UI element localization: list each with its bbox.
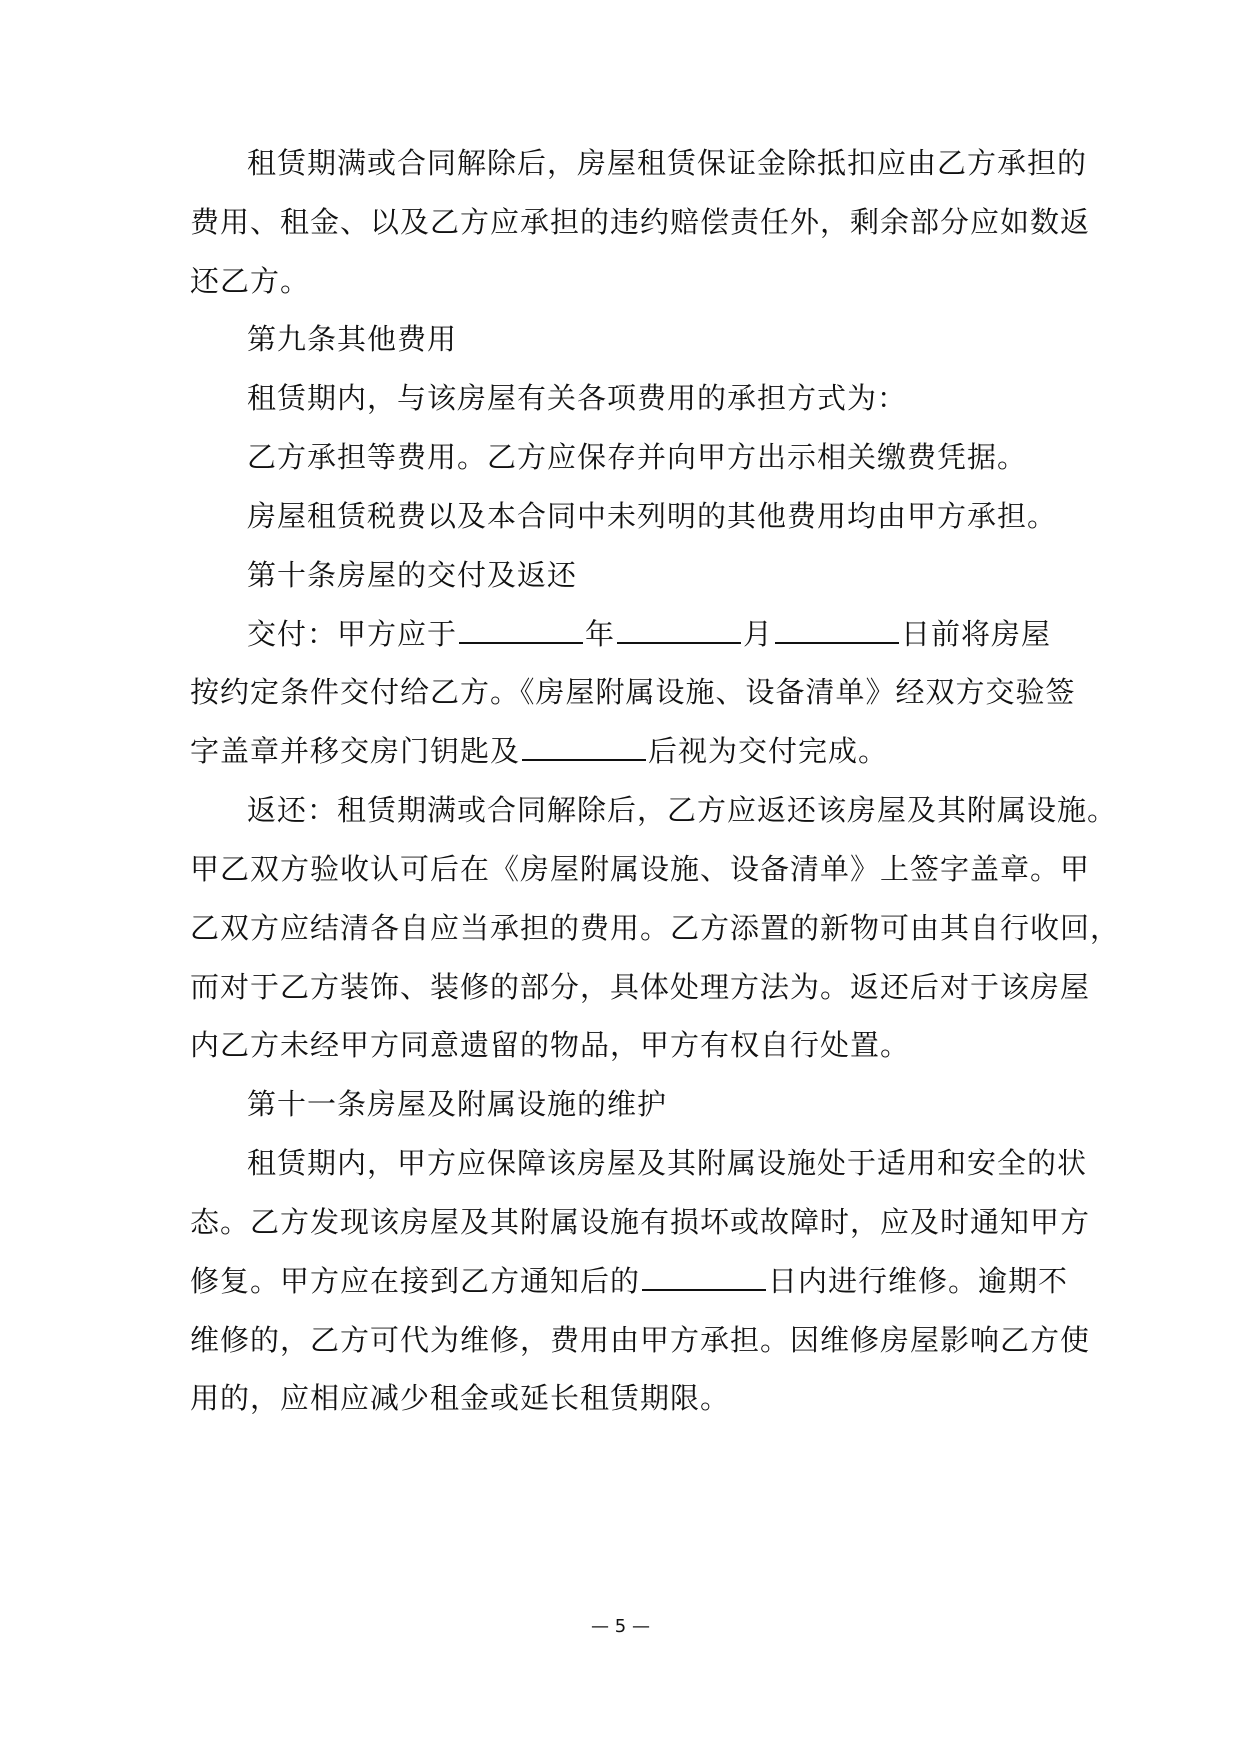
paragraph-line: 乙方承担等费用。乙方应保存并向甲方出示相关缴费凭据。 — [247, 440, 1028, 474]
paragraph-line: 还乙方。 — [190, 264, 311, 298]
paragraph-line: 用的，应相应减少租金或延长租赁期限。 — [190, 1381, 731, 1415]
keys-line — [190, 718, 1090, 784]
delivery-month-label: 月 — [743, 617, 774, 651]
paragraph-line: 甲乙双方验收认可后在《房屋附属设施、设备清单》上签字盖章。甲 — [190, 852, 1091, 886]
keys-blank — [522, 721, 646, 761]
paragraph-line: 租赁期内，与该房屋有关各项费用的承担方式为： — [247, 381, 908, 415]
delivery-year-label: 年 — [585, 617, 616, 651]
paragraph-line: 乙双方应结清各自应当承担的费用。乙方添置的新物可由其自行收回， — [190, 911, 1121, 945]
paragraph-line: 房屋租赁税费以及本合同中未列明的其他费用均由甲方承担。 — [247, 499, 1058, 533]
delivery-line — [247, 601, 1090, 667]
delivery-prefix: 交付：甲方应于 — [247, 617, 458, 651]
clause-heading-10: 第十条房屋的交付及返还 — [247, 558, 578, 592]
clause-heading-11: 第十一条房屋及附属设施的维护 — [247, 1087, 668, 1121]
repair-days-line — [190, 1248, 1090, 1314]
clause-heading-9: 第九条其他费用 — [247, 322, 458, 356]
paragraph-line: 租赁期内，甲方应保障该房屋及其附属设施处于适用和安全的状 — [247, 1146, 1088, 1180]
repair-prefix: 修复。甲方应在接到乙方通知后的 — [190, 1264, 641, 1298]
repair-days-blank — [642, 1251, 766, 1291]
paragraph-line: 租赁期满或合同解除后，房屋租赁保证金除抵扣应由乙方承担的 — [247, 146, 1088, 180]
page-number: — 5 — — [591, 1616, 650, 1637]
paragraph-line: 按约定条件交付给乙方。《房屋附属设施、设备清单》经双方交验签 — [190, 675, 1076, 709]
paragraph-line: 态。乙方发现该房屋及其附属设施有损坏或故障时，应及时通知甲方 — [190, 1205, 1091, 1239]
keys-prefix: 字盖章并移交房门钥匙及 — [190, 734, 521, 768]
delivery-suffix: 日前将房屋 — [901, 617, 1052, 651]
delivery-year-blank — [459, 604, 583, 644]
paragraph-line: 内乙方未经甲方同意遗留的物品，甲方有权自行处置。 — [190, 1028, 911, 1062]
delivery-month-blank — [617, 604, 741, 644]
paragraph-line: 而对于乙方装饰、装修的部分，具体处理方法为。返还后对于该房屋 — [190, 970, 1091, 1004]
paragraph-line: 费用、租金、以及乙方应承担的违约赔偿责任外，剩余部分应如数返 — [190, 205, 1091, 239]
keys-suffix: 后视为交付完成。 — [648, 734, 889, 768]
paragraph-line: 返还：租赁期满或合同解除后，乙方应返还该房屋及其附属设施。 — [247, 793, 1118, 827]
repair-suffix: 日内进行维修。逾期不 — [768, 1264, 1069, 1298]
delivery-day-blank — [775, 604, 899, 644]
paragraph-line: 维修的，乙方可代为维修，费用由甲方承担。因维修房屋影响乙方使 — [190, 1323, 1091, 1357]
